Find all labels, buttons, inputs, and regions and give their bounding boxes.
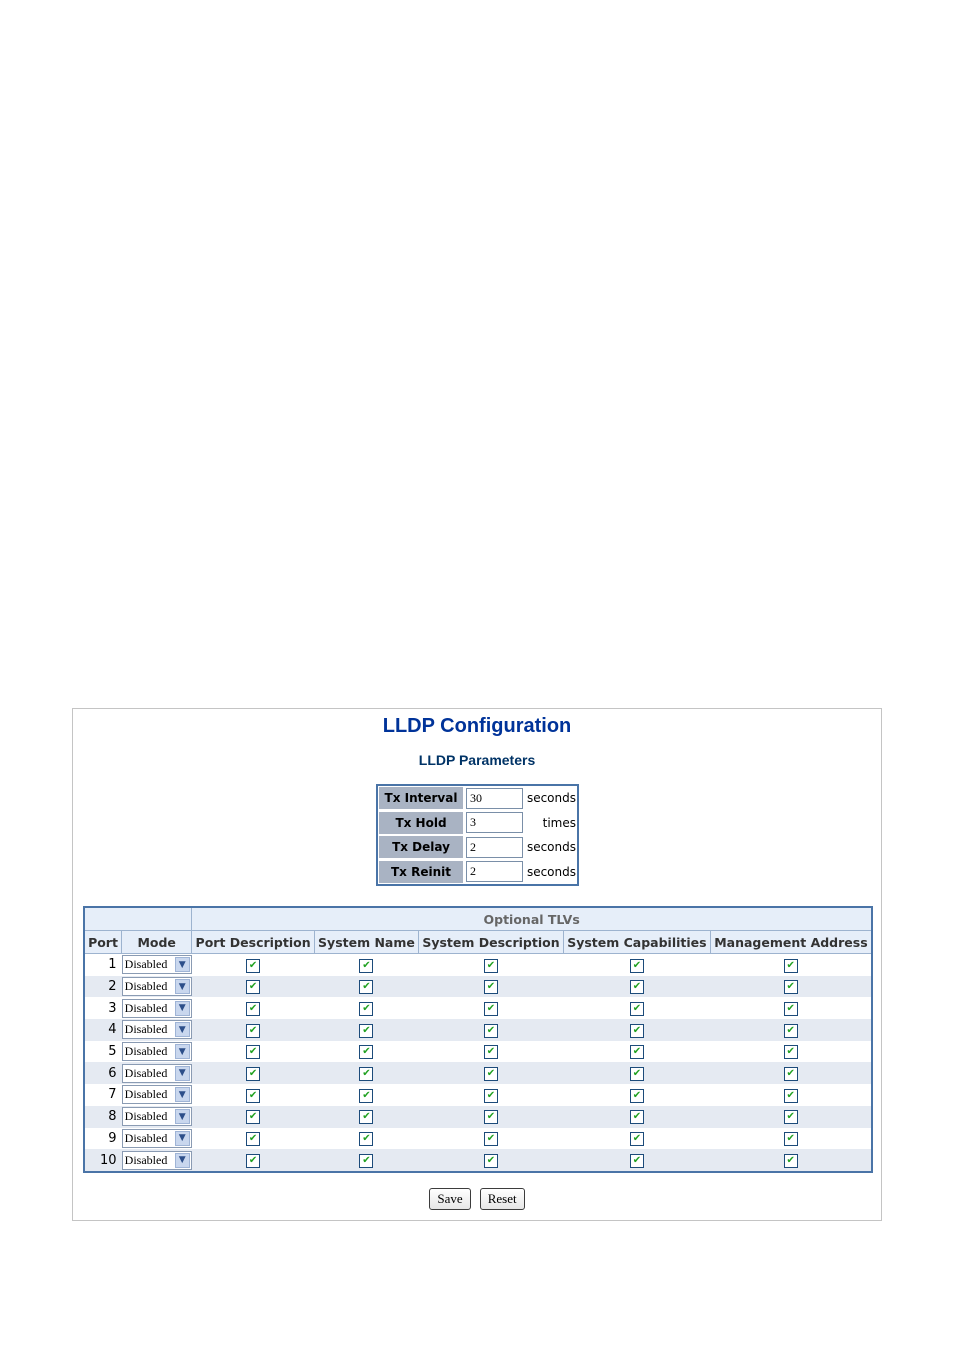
mode-cell (122, 1019, 192, 1041)
system-capabilities-cell (563, 1062, 710, 1084)
port-description-checkbox[interactable]: ✔ (246, 959, 260, 973)
system-capabilities-checkbox[interactable]: ✔ (630, 1110, 644, 1124)
system-capabilities-checkbox[interactable]: ✔ (630, 1154, 644, 1168)
system-description-cell (419, 1084, 564, 1106)
optional-tlvs-header: Optional TLVs (192, 907, 872, 931)
button-bar (73, 1188, 881, 1210)
column-header-mode: Mode (122, 931, 192, 954)
param-unit: times (542, 815, 576, 830)
port-description-cell (192, 1149, 315, 1172)
port-description-checkbox[interactable]: ✔ (246, 1089, 260, 1103)
chevron-down-icon[interactable]: ▼ (175, 1153, 190, 1168)
management-address-checkbox[interactable]: ✔ (784, 1067, 798, 1081)
table-row (84, 954, 872, 976)
chevron-down-icon[interactable]: ▼ (175, 1044, 190, 1059)
management-address-checkbox[interactable]: ✔ (784, 1089, 798, 1103)
system-name-checkbox[interactable]: ✔ (359, 1110, 373, 1124)
chevron-down-icon[interactable]: ▼ (175, 1001, 190, 1016)
port-description-checkbox[interactable]: ✔ (246, 1067, 260, 1081)
system-description-checkbox[interactable]: ✔ (484, 1110, 498, 1124)
mode-select[interactable] (122, 1020, 192, 1039)
port-number: 9 (108, 1130, 117, 1146)
table-row (84, 1128, 872, 1150)
page-title: LLDP Configuration (382, 715, 572, 737)
system-description-checkbox[interactable]: ✔ (484, 1154, 498, 1168)
port-description-checkbox[interactable]: ✔ (246, 1132, 260, 1146)
tx-hold-input[interactable] (466, 812, 523, 833)
mode-select-value: Disabled (124, 957, 168, 972)
table-row (84, 1019, 872, 1041)
column-header-port: Port (84, 931, 122, 954)
mode-cell (122, 976, 192, 998)
port-description-cell (192, 1084, 315, 1106)
port-number: 5 (108, 1044, 117, 1060)
system-description-cell (419, 1062, 564, 1084)
mode-select[interactable] (122, 977, 192, 996)
mode-select-value: Disabled (124, 1044, 168, 1059)
lldp-parameters-table (376, 784, 579, 886)
system-capabilities-cell (563, 1106, 710, 1128)
mode-select[interactable] (122, 1107, 192, 1126)
system-capabilities-checkbox[interactable]: ✔ (630, 1024, 644, 1038)
system-capabilities-checkbox[interactable]: ✔ (630, 1089, 644, 1103)
table-row (84, 1106, 872, 1128)
port-number: 3 (108, 1000, 117, 1016)
port-description-cell (192, 1062, 315, 1084)
mode-cell (122, 1041, 192, 1063)
port-description-cell (192, 954, 315, 976)
system-name-cell (314, 1128, 418, 1150)
tx-delay-input[interactable] (466, 837, 523, 858)
param-row-tx-interval (378, 786, 577, 811)
system-capabilities-cell (563, 1084, 710, 1106)
port-description-checkbox[interactable]: ✔ (246, 1154, 260, 1168)
param-label: Tx Delay (379, 836, 463, 858)
management-address-cell (710, 1041, 872, 1063)
tx-interval-input[interactable] (466, 788, 523, 809)
management-address-cell (710, 1084, 872, 1106)
management-address-cell (710, 954, 872, 976)
system-name-checkbox[interactable]: ✔ (359, 1002, 373, 1016)
reset-button[interactable]: Reset (480, 1188, 525, 1210)
system-description-cell (419, 1106, 564, 1128)
chevron-down-icon[interactable]: ▼ (175, 1066, 190, 1081)
port-description-cell (192, 1019, 315, 1041)
port-description-cell (192, 1106, 315, 1128)
param-row-tx-delay (378, 835, 577, 860)
system-name-cell (314, 976, 418, 998)
mode-cell (122, 1106, 192, 1128)
system-description-checkbox[interactable]: ✔ (484, 959, 498, 973)
port-description-checkbox[interactable]: ✔ (246, 1002, 260, 1016)
chevron-down-icon[interactable]: ▼ (175, 1131, 190, 1146)
port-description-cell (192, 1128, 315, 1150)
management-address-checkbox[interactable]: ✔ (784, 1132, 798, 1146)
system-description-checkbox[interactable]: ✔ (484, 1045, 498, 1059)
management-address-cell (710, 1106, 872, 1128)
param-label: Tx Interval (379, 787, 463, 809)
column-header-management-address: Management Address (710, 931, 872, 954)
management-address-checkbox[interactable]: ✔ (784, 1110, 798, 1124)
port-description-checkbox[interactable]: ✔ (246, 1045, 260, 1059)
mode-cell (122, 997, 192, 1019)
system-name-checkbox[interactable]: ✔ (359, 1132, 373, 1146)
system-capabilities-cell (563, 1128, 710, 1150)
system-capabilities-cell (563, 997, 710, 1019)
system-description-checkbox[interactable]: ✔ (484, 1002, 498, 1016)
mode-select-value: Disabled (124, 1130, 168, 1145)
mode-select[interactable] (122, 1129, 192, 1148)
system-name-cell (314, 1019, 418, 1041)
mode-cell (122, 1084, 192, 1106)
param-unit: seconds (526, 840, 576, 855)
system-description-cell (419, 997, 564, 1019)
port-description-checkbox[interactable]: ✔ (246, 1024, 260, 1038)
management-address-cell (710, 976, 872, 998)
mode-cell (122, 1149, 192, 1172)
system-capabilities-checkbox[interactable]: ✔ (630, 1045, 644, 1059)
system-name-cell (314, 954, 418, 976)
param-row-tx-reinit (378, 860, 577, 885)
system-name-checkbox[interactable]: ✔ (359, 980, 373, 994)
system-description-checkbox[interactable]: ✔ (484, 980, 498, 994)
port-number: 4 (84, 1019, 122, 1041)
mode-select-value: Disabled (124, 1000, 168, 1015)
port-number: 7 (108, 1087, 117, 1103)
param-unit: seconds (526, 864, 576, 879)
system-name-cell (314, 1062, 418, 1084)
mode-select[interactable] (122, 999, 192, 1018)
port-number: 1 (108, 957, 117, 973)
system-name-cell (314, 1149, 418, 1172)
system-name-checkbox[interactable]: ✔ (359, 1067, 373, 1081)
port-number: 10 (84, 1149, 122, 1172)
mode-select-value: Disabled (124, 979, 168, 994)
table-row (84, 1041, 872, 1063)
system-capabilities-cell (563, 1019, 710, 1041)
system-name-checkbox[interactable]: ✔ (359, 1045, 373, 1059)
mode-cell (122, 954, 192, 976)
system-description-cell (419, 1041, 564, 1063)
system-capabilities-checkbox[interactable]: ✔ (630, 1132, 644, 1146)
tx-reinit-input[interactable] (466, 861, 523, 882)
system-description-checkbox[interactable]: ✔ (484, 1067, 498, 1081)
system-description-checkbox[interactable]: ✔ (484, 1089, 498, 1103)
port-description-cell (192, 976, 315, 998)
header-blank (84, 907, 192, 931)
system-description-cell (419, 1019, 564, 1041)
system-name-checkbox[interactable]: ✔ (359, 1024, 373, 1038)
management-address-cell (710, 1019, 872, 1041)
system-capabilities-cell (563, 1149, 710, 1172)
system-description-cell (419, 976, 564, 998)
management-address-checkbox[interactable]: ✔ (784, 959, 798, 973)
system-capabilities-cell (563, 1041, 710, 1063)
port-description-checkbox[interactable]: ✔ (246, 1110, 260, 1124)
system-capabilities-checkbox[interactable]: ✔ (630, 959, 644, 973)
chevron-down-icon[interactable]: ▼ (175, 979, 190, 994)
port-description-cell (192, 1041, 315, 1063)
management-address-cell (710, 1062, 872, 1084)
system-name-checkbox[interactable]: ✔ (359, 1089, 373, 1103)
mode-select[interactable] (122, 1085, 192, 1104)
column-header-system-name: System Name (314, 931, 418, 954)
mode-select[interactable] (122, 955, 192, 974)
system-capabilities-checkbox[interactable]: ✔ (630, 980, 644, 994)
mode-select[interactable] (122, 1064, 192, 1083)
param-label: Tx Hold (379, 812, 463, 834)
system-description-cell (419, 954, 564, 976)
chevron-down-icon[interactable]: ▼ (175, 1022, 190, 1037)
management-address-checkbox[interactable]: ✔ (784, 1154, 798, 1168)
system-capabilities-checkbox[interactable]: ✔ (630, 1067, 644, 1081)
mode-select-value: Disabled (124, 1109, 168, 1124)
port-tlv-table (83, 906, 873, 1173)
management-address-checkbox[interactable]: ✔ (784, 1045, 798, 1059)
system-name-checkbox[interactable]: ✔ (359, 1154, 373, 1168)
chevron-down-icon[interactable]: ▼ (175, 1087, 190, 1102)
system-name-cell (314, 1041, 418, 1063)
column-header-system-capabilities: System Capabilities (563, 931, 710, 954)
column-header-system-description: System Description (419, 931, 564, 954)
management-address-checkbox[interactable]: ✔ (784, 980, 798, 994)
mode-select[interactable] (122, 1042, 192, 1061)
table-row (84, 1062, 872, 1084)
table-row (84, 1084, 872, 1106)
table-row (84, 1149, 872, 1172)
management-address-checkbox[interactable]: ✔ (784, 1024, 798, 1038)
table-row (84, 997, 872, 1019)
system-name-cell (314, 997, 418, 1019)
mode-select-value: Disabled (124, 1152, 168, 1167)
system-capabilities-checkbox[interactable]: ✔ (630, 1002, 644, 1016)
mode-select-value: Disabled (124, 1065, 168, 1080)
management-address-cell (710, 1149, 872, 1172)
save-button[interactable]: Save (429, 1188, 470, 1210)
param-unit: seconds (526, 791, 576, 806)
chevron-down-icon[interactable]: ▼ (175, 1109, 190, 1124)
system-description-cell (419, 1149, 564, 1172)
mode-cell (122, 1062, 192, 1084)
system-name-cell (314, 1106, 418, 1128)
mode-select-value: Disabled (124, 1087, 168, 1102)
mode-select-value: Disabled (124, 1022, 168, 1037)
lldp-config-panel (72, 708, 882, 1221)
management-address-checkbox[interactable]: ✔ (784, 1002, 798, 1016)
system-name-checkbox[interactable]: ✔ (359, 959, 373, 973)
port-description-cell (192, 997, 315, 1019)
table-row (84, 976, 872, 998)
param-label: Tx Reinit (379, 861, 463, 883)
port-description-checkbox[interactable]: ✔ (246, 980, 260, 994)
mode-cell (122, 1128, 192, 1150)
param-row-tx-hold (378, 811, 577, 836)
system-capabilities-cell (563, 976, 710, 998)
column-header-port-description: Port Description (192, 931, 315, 954)
port-number: 8 (84, 1106, 122, 1128)
system-description-checkbox[interactable]: ✔ (484, 1132, 498, 1146)
chevron-down-icon[interactable]: ▼ (175, 957, 190, 972)
system-capabilities-cell (563, 954, 710, 976)
system-name-cell (314, 1084, 418, 1106)
system-description-checkbox[interactable]: ✔ (484, 1024, 498, 1038)
mode-select[interactable] (122, 1151, 192, 1170)
port-number: 6 (84, 1062, 122, 1084)
system-description-cell (419, 1128, 564, 1150)
port-number: 2 (84, 976, 122, 998)
section-title: LLDP Parameters (418, 752, 536, 768)
management-address-cell (710, 997, 872, 1019)
management-address-cell (710, 1128, 872, 1150)
